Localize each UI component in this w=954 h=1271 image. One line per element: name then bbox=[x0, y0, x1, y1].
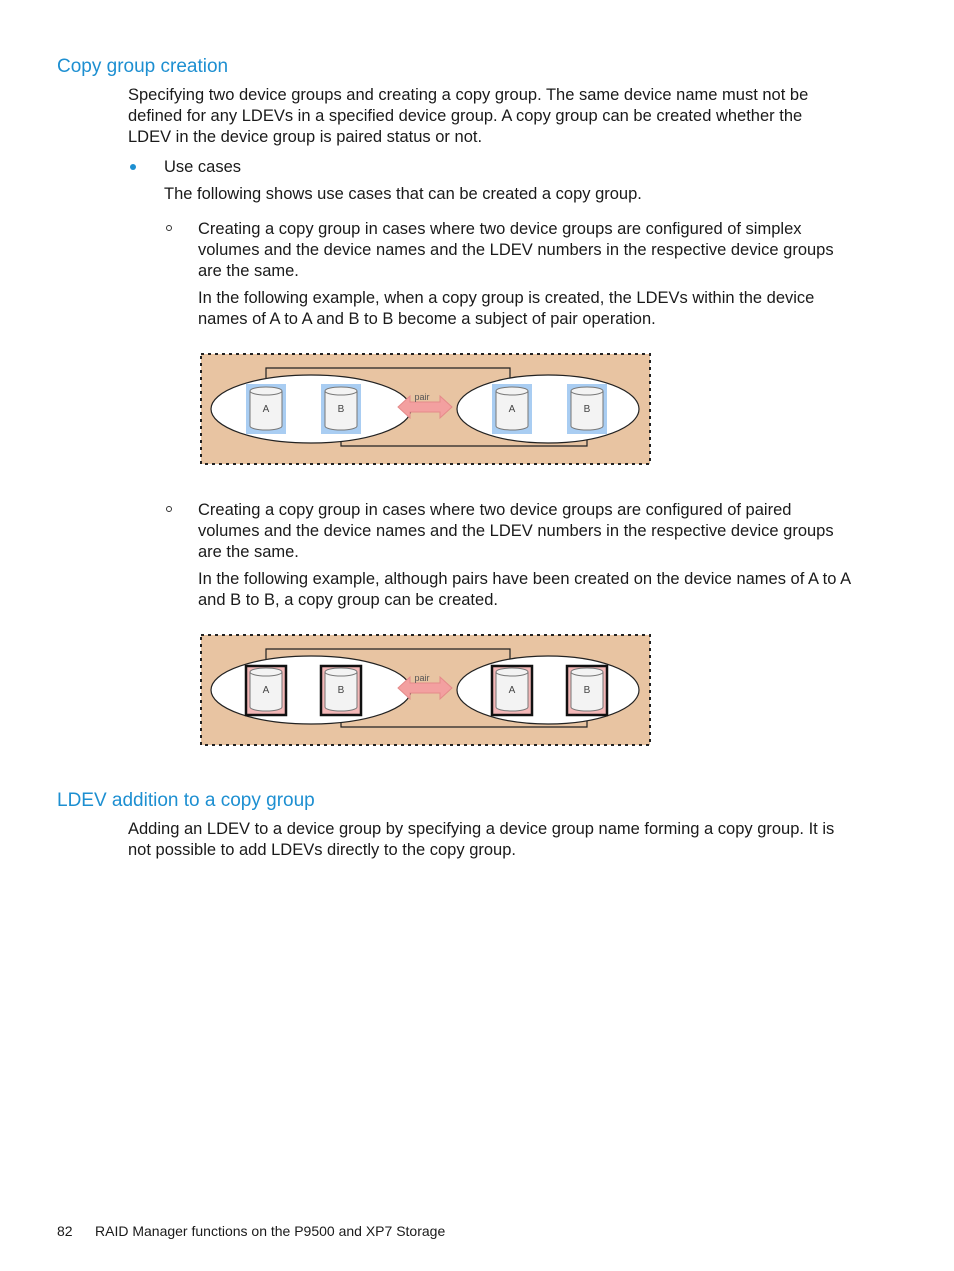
page-number: 82 bbox=[57, 1223, 73, 1239]
page-footer bbox=[57, 1222, 445, 1240]
sub-bullet-icon bbox=[166, 225, 172, 231]
case-2-example: In the following example, although pairs have been created on the device names of A to A and B to B, a copy group can be created. bbox=[198, 570, 851, 609]
diagram-paired-copy-group bbox=[198, 631, 654, 749]
right-device-group bbox=[457, 656, 639, 724]
volume-label: A bbox=[262, 404, 270, 415]
volume-label: A bbox=[508, 685, 516, 696]
volume-label: B bbox=[337, 685, 345, 696]
pair-label: pair bbox=[414, 392, 430, 402]
volume-label: B bbox=[337, 404, 345, 415]
bullet-description: The following shows use cases that can be created a copy group. bbox=[164, 185, 642, 203]
volume-label: A bbox=[508, 404, 516, 415]
section-heading-copy-group-creation: Copy group creation bbox=[57, 56, 229, 77]
case-1-example: In the following example, when a copy group is created, the LDEVs within the device names of A to A and B to B become a subject of pair operation. bbox=[198, 289, 815, 328]
left-device-group bbox=[211, 656, 411, 724]
volume-label: B bbox=[583, 404, 591, 415]
bullet-icon bbox=[130, 164, 136, 170]
ldev-addition-paragraph: Adding an LDEV to a device group by specifying a device group name forming a copy group. It is not possible to add LDEVs directly to the copy group. bbox=[128, 820, 835, 859]
bullet-label: Use cases bbox=[164, 158, 242, 176]
volume-label: B bbox=[583, 685, 591, 696]
case-2-text: Creating a copy group in cases where two device groups are configured of paired volumes and the device names and the LDEV numbers in the respective device groups are the same. bbox=[198, 501, 834, 561]
left-device-group bbox=[211, 375, 411, 443]
intro-paragraph: Specifying two device groups and creating a copy group. The same device name must not be defined for any LDEVs in a specified device group. A copy group can be created whether the LDEV in the device group is paired status or not. bbox=[128, 86, 809, 146]
right-device-group bbox=[457, 375, 639, 443]
footer-title: RAID Manager functions on the P9500 and XP7 Storage bbox=[95, 1223, 446, 1239]
case-1-text: Creating a copy group in cases where two device groups are configured of simplex volumes and the device names and the LDEV numbers in the respective device groups are the same. bbox=[198, 220, 834, 280]
volume-label: A bbox=[262, 685, 270, 696]
section-heading-ldev-addition: LDEV addition to a copy group bbox=[57, 790, 315, 811]
pair-label: pair bbox=[414, 673, 430, 683]
diagram-simplex-copy-group bbox=[198, 350, 654, 468]
sub-bullet-icon bbox=[166, 506, 172, 512]
